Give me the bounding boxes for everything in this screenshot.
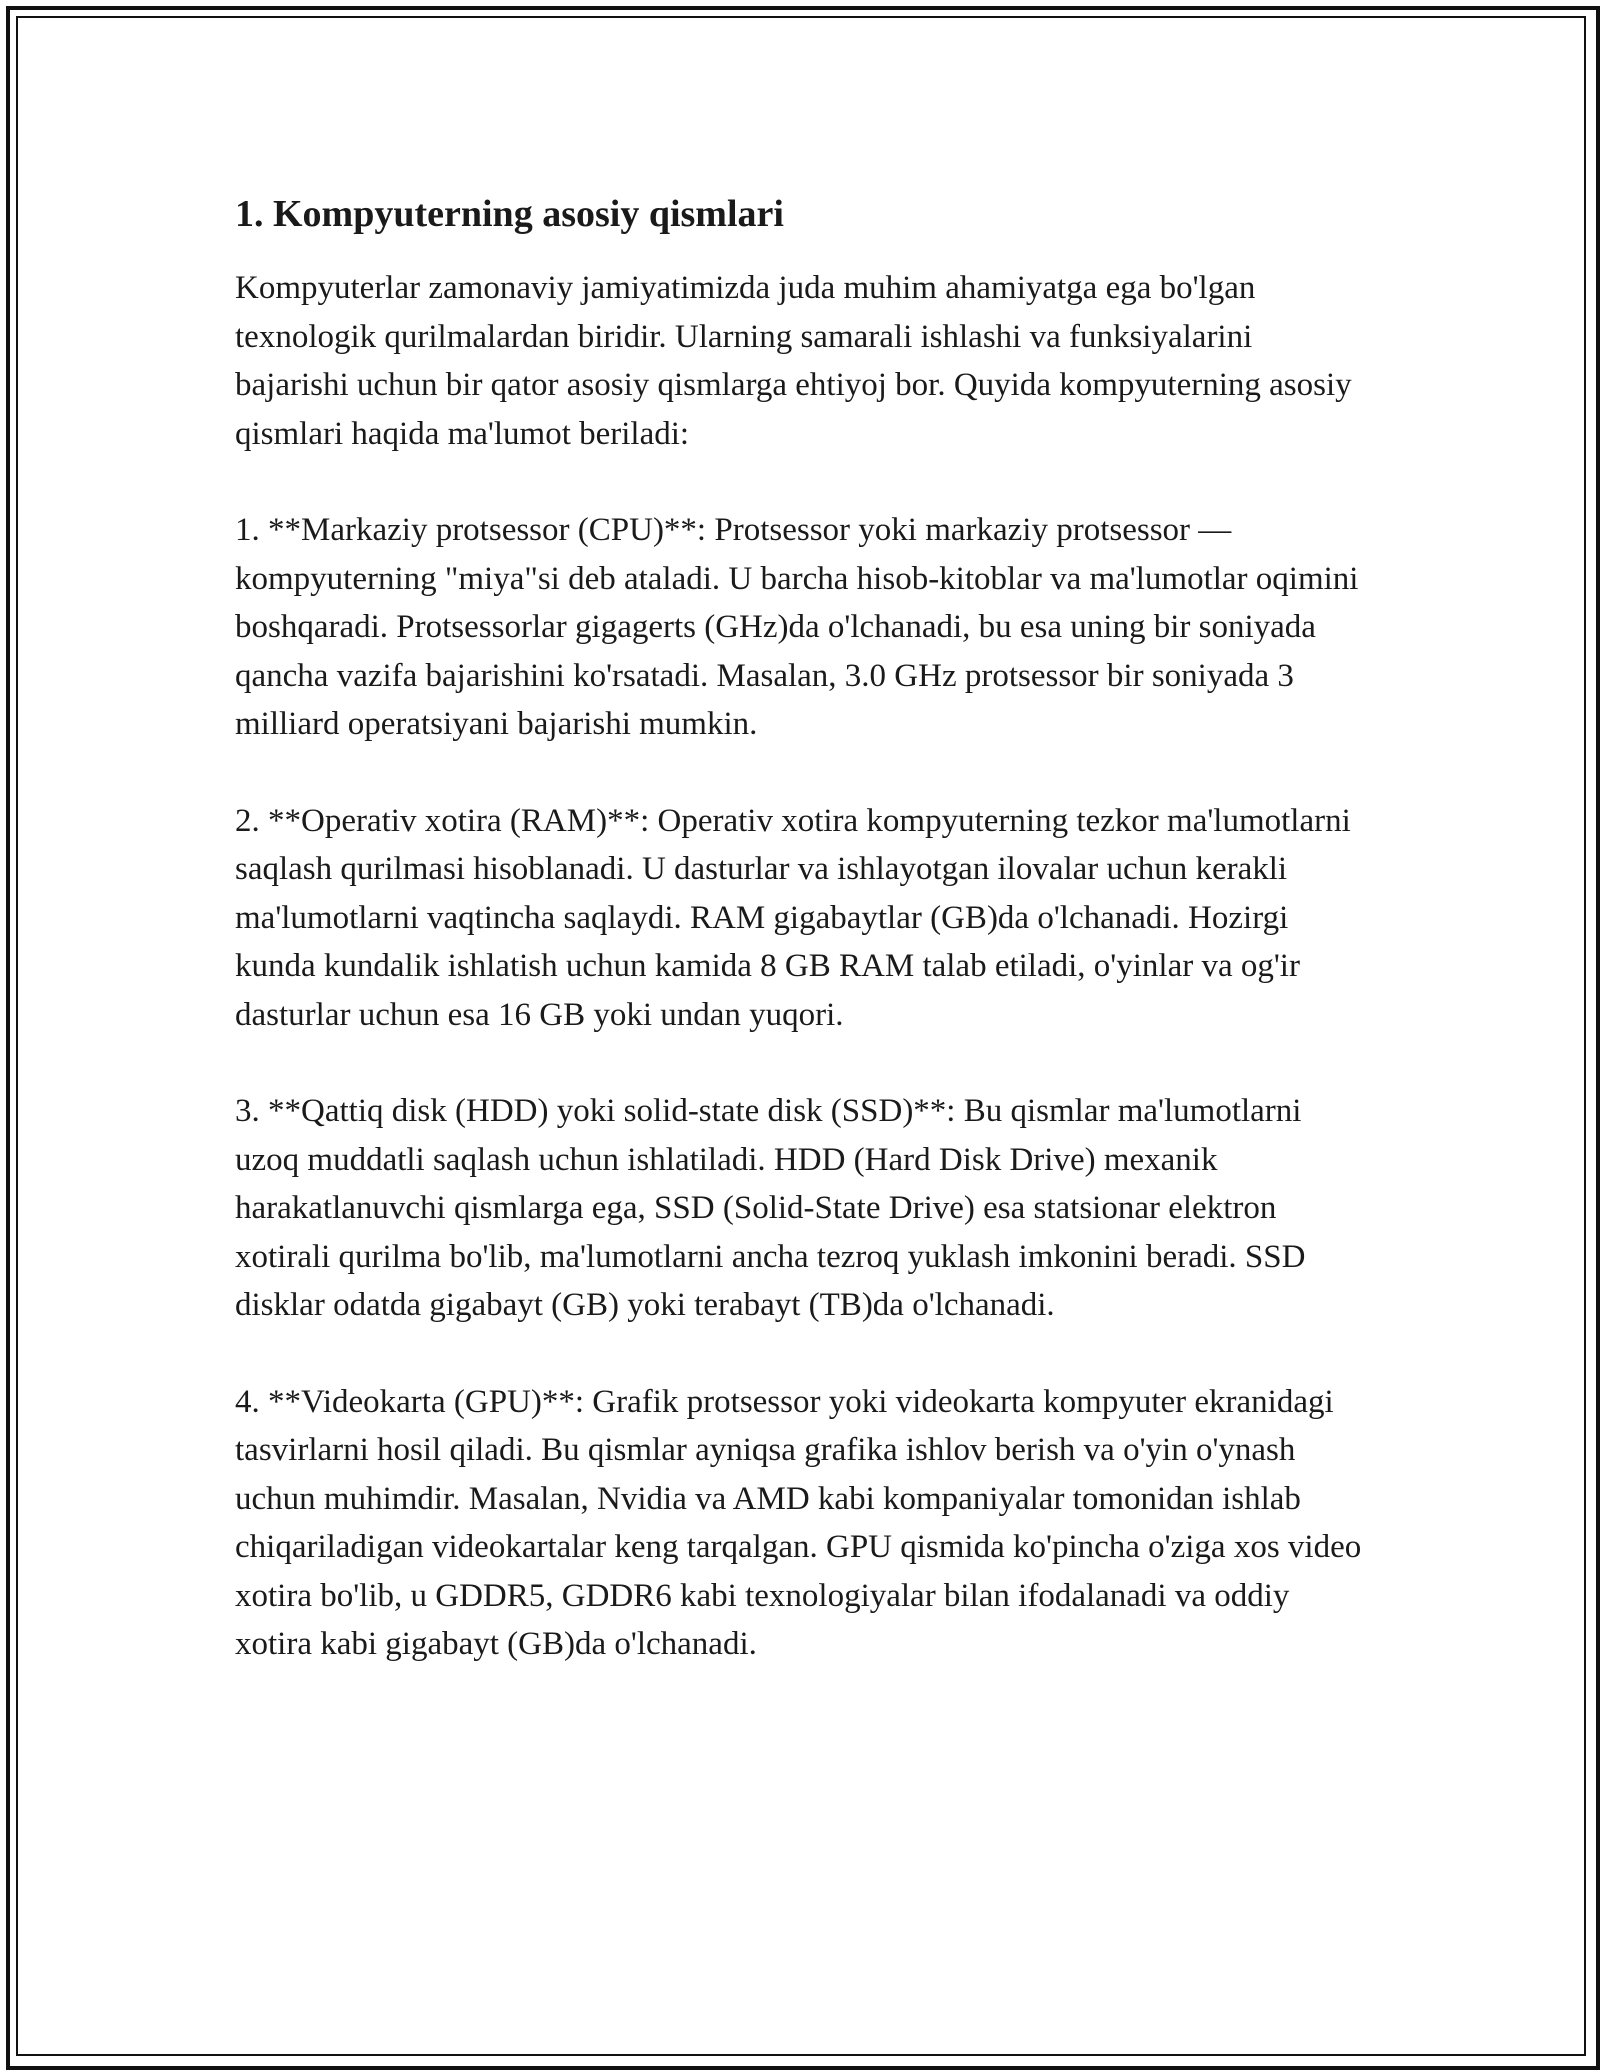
- storage-paragraph: 3. **Qattiq disk (HDD) yoki solid-state disk (SSD)**: Bu qismlar ma'lumotlarni uzoq muddatli saqlash uchun ishlatiladi. HDD (Hard Disk Drive) mexanik harakatlanuvchi qismlarga ega, SSD (Solid-State Drive) esa statsionar elektron xotirali qurilma bo'lib, ma'lumotlarni ancha tezroq yuklash imkonini beradi. SSD disklar odatda gigabayt (GB) yoki terabayt (TB)da o'lchanadi.: [235, 1093, 1306, 1323]
- ram-paragraph: 2. **Operativ xotira (RAM)**: Operativ xotira kompyuterning tezkor ma'lumotlarni saqlash qurilmasi hisoblanadi. U dasturlar va ishlayotgan ilovalar uchun kerakli ma'lumotlarni vaqtincha saqlaydi. RAM gigabaytlar (GB)da o'lchanadi. Hozirgi kunda kundalik ishlatish uchun kamida 8 GB RAM talab etiladi, o'yinlar va og'ir dasturlar uchun esa 16 GB yoki undan yuqori.: [235, 802, 1351, 1033]
- document-body: [235, 186, 1365, 1717]
- section-heading: 1. Kompyuterning asosiy qismlari: [235, 193, 784, 235]
- cpu-paragraph: 1. **Markaziy protsessor (CPU)**: Protsessor yoki markaziy protsessor — kompyuterning "miya"si deb ataladi. U barcha hisob-kitoblar va ma'lumotlar oqimini boshqaradi. Protsessorlar gigagerts (GHz)da o'lchanadi, bu esa uning bir soniyada qancha vazifa bajarishini ko'rsatadi. Masalan, 3.0 GHz protsessor bir soniyada 3 milliard operatsiyani bajarishi mumkin.: [235, 512, 1359, 742]
- intro-paragraph: Kompyuterlar zamonaviy jamiyatimizda juda muhim ahamiyatga ega bo'lgan texnologik qurilmalardan biridir. Ularning samarali ishlashi va funksiyalarini bajarishi uchun bir qator asosiy qismlarga ehtiyoj bor. Quyida kompyuterning asosiy qismlari haqida ma'lumot beriladi:: [235, 270, 1352, 452]
- gpu-paragraph: 4. **Videokarta (GPU)**: Grafik protsessor yoki videokarta kompyuter ekranidagi tasvirlarni hosil qiladi. Bu qismlar ayniqsa grafika ishlov berish va o'yin o'ynash uchun muhimdir. Masalan, Nvidia va AMD kabi kompaniyalar tomonidan ishlab chiqariladigan videokartalar keng tarqalgan. GPU qismida ko'pincha o'ziga xos video xotira bo'lib, u GDDR5, GDDR6 kabi texnologiyalar bilan ifodalanadi va oddiy xotira kabi gigabayt (GB)da o'lchanadi.: [235, 1383, 1362, 1662]
